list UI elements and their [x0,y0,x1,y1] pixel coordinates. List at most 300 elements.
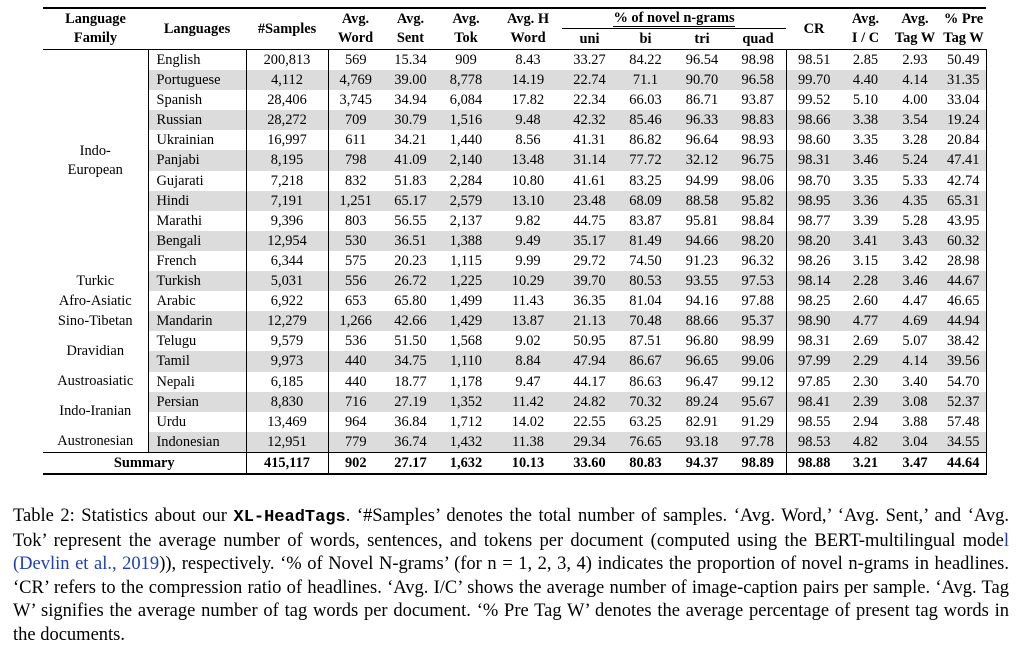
cell-value: 71.1 [617,70,674,90]
cell-value: 70.48 [617,311,674,331]
cell-value: 569 [344,52,367,68]
header-avg-tagw: Avg. Tag W [894,11,936,46]
summary-value: 44.64 [941,452,986,474]
cell-value: 1,440 [449,132,483,149]
cell-value: 87.51 [629,333,662,350]
summary-value: 902 [344,454,367,471]
cell-value: 22.74 [562,70,617,90]
cell-value: 96.80 [685,333,719,350]
summary-value: 33.60 [573,454,606,471]
cell-value: 47.94 [562,351,617,371]
cell-value: 7,218 [246,171,328,191]
cell-value: 9.82 [515,212,541,229]
cell-value: 21.13 [562,311,617,331]
header-family: Language Family [65,11,126,46]
summary-value: 80.83 [629,454,662,471]
cell-value: 81.04 [629,293,662,310]
table-row [43,351,986,371]
cell-value: 28,272 [246,110,328,130]
cell-value: 3,745 [339,92,372,109]
cell-value: 74.50 [629,252,662,269]
language-name: Portuguese [148,70,246,90]
cell-value: 4,769 [328,70,383,90]
cell-value: 3.40 [902,373,928,390]
cell-value: 91.29 [730,412,786,432]
cell-value: 97.78 [730,432,786,453]
cell-value: 28.98 [941,251,986,271]
cell-value: 51.50 [394,333,427,350]
header-avg-tok: Avg. Tok [452,11,480,46]
cell-value: 98.14 [786,271,842,291]
cell-value: 41.31 [573,132,606,149]
language-family: Turkic [43,271,148,291]
cell-value: 29.72 [573,252,606,269]
summary-value: 1,632 [449,454,483,471]
cell-value: 76.65 [617,432,674,453]
header-cr: CR [803,20,825,37]
summary-value: 10.13 [511,454,545,471]
table-row [43,110,986,130]
cell-value: 6,185 [246,372,328,392]
language-name: Ukrainian [148,130,246,150]
cell-value: 964 [344,413,367,430]
cell-value: 52.37 [941,392,986,412]
language-family: Dravidian [43,331,148,371]
table-row [43,432,986,453]
cell-value: 3.42 [902,252,928,269]
cell-value: 98.60 [798,132,831,149]
cell-value: 98.90 [786,311,842,331]
cell-value: 6,084 [449,92,483,109]
cell-value: 653 [344,293,367,310]
cell-value: 34.75 [383,351,438,371]
cell-value: 12,951 [246,432,328,453]
cell-value: 33.04 [941,90,986,110]
language-name: Telugu [148,331,246,351]
cell-value: 98.98 [730,50,786,71]
table-row [43,70,986,90]
cell-value: 1,352 [438,392,494,412]
cell-value: 98.53 [786,432,842,453]
cell-value: 832 [344,172,367,189]
cell-value: 98.25 [798,293,831,310]
cell-value: 34.21 [394,132,427,149]
cell-value: 85.46 [617,110,674,130]
cell-value: 2,579 [438,191,494,211]
cell-value: 3.54 [889,110,941,130]
cell-value: 536 [344,333,367,350]
cell-value: 14.02 [511,413,545,430]
cell-value: 94.16 [685,293,719,310]
cell-value: 6,344 [246,251,328,271]
summary-value: 415,117 [246,452,328,474]
cell-value: 41.09 [383,150,438,170]
cell-value: 44.75 [573,212,606,229]
cell-value: 6,922 [246,291,328,311]
cell-value: 11.42 [494,392,562,412]
cell-value: 97.85 [798,373,831,390]
cell-value: 93.87 [730,90,786,110]
cell-value: 98.51 [798,52,831,68]
cell-value: 11.43 [512,293,544,310]
cell-value: 9.99 [515,252,541,269]
header-samples: #Samples [257,20,317,37]
cell-value: 909 [455,52,477,68]
header-avg-hword: Avg. H Word [506,11,550,46]
cell-value: 83.87 [629,212,662,229]
cell-value: 2.29 [842,351,889,371]
cell-value: 2,137 [449,212,483,229]
header-tri: tri [674,29,730,50]
cell-value: 90.70 [674,70,730,90]
cell-value: 1,178 [449,373,483,390]
cell-value: 86.63 [629,373,662,390]
table-row [43,130,986,150]
cell-value: 97.53 [730,271,786,291]
cell-value: 5.33 [902,172,928,189]
cell-value: 66.03 [629,92,662,109]
cell-value: 15.34 [394,52,427,68]
cell-value: 2,140 [438,150,494,170]
language-name: Tamil [148,351,246,371]
cell-value: 34.55 [941,432,986,453]
cell-value: 709 [328,110,383,130]
cell-value: 96.47 [685,373,719,390]
cell-value: 8,830 [246,392,328,412]
cell-value: 8.84 [494,351,562,371]
cell-value: 12,279 [246,311,328,331]
header-languages: Languages [163,20,231,37]
cell-value: 65.80 [394,293,427,310]
cell-value: 3.46 [889,271,941,291]
summary-value: 27.17 [394,454,427,471]
language-name: Persian [148,392,246,412]
language-family: Afro-Asiatic [43,291,148,311]
cell-value: 36.35 [573,293,606,310]
cell-value: 9,579 [246,331,328,351]
cell-value: 82.91 [685,413,719,430]
cell-value: 5.10 [852,92,879,109]
language-family: Austroasiatic [43,372,148,392]
cell-value: 611 [345,132,367,149]
language-name: French [148,251,246,271]
cell-value: 5.28 [902,212,928,229]
header-quad: quad [730,29,786,50]
citation-link[interactable]: l (Devlin et al., 2019 [13,530,1009,575]
cell-value: 4.69 [889,311,941,331]
cell-value: 96.33 [674,110,730,130]
language-name: English [148,50,246,71]
cell-value: 29.34 [562,432,617,453]
cell-value: 86.67 [617,351,674,371]
table-row [43,90,986,110]
cell-value: 98.31 [798,333,831,350]
cell-value: 47.41 [941,150,986,170]
cell-value: 2,284 [449,172,483,189]
cell-value: 84.22 [629,52,662,68]
cell-value: 2.69 [852,333,879,350]
table-row [43,331,986,351]
cell-value: 93.18 [674,432,730,453]
language-name: Urdu [148,412,246,432]
cell-value: 88.66 [674,311,730,331]
table-row [43,311,986,331]
cell-value: 46.65 [941,291,986,311]
summary-value: 98.89 [730,452,786,474]
cell-value: 98.93 [730,130,786,150]
cell-value: 86.82 [629,132,662,149]
cell-value: 22.34 [573,92,606,109]
cell-value: 41.61 [573,172,606,189]
cell-value: 3.04 [889,432,941,453]
cell-value: 3.08 [889,392,941,412]
cell-value: 95.37 [730,311,786,331]
cell-value: 44.67 [941,271,986,291]
cell-value: 95.67 [730,392,786,412]
cell-value: 54.70 [941,372,986,392]
cell-value: 94.66 [674,231,730,251]
cell-value: 38.42 [941,331,986,351]
cell-value: 13,469 [246,412,328,432]
cell-value: 4.40 [842,70,889,90]
statistics-table [43,7,987,475]
cell-value: 36.74 [383,432,438,453]
cell-value: 3.41 [842,231,889,251]
cell-value: 10.29 [494,271,562,291]
cell-value: 89.24 [674,392,730,412]
table-row [43,231,986,251]
cell-value: 95.81 [685,212,719,229]
cell-value: 96.75 [730,150,786,170]
cell-value: 4.77 [842,311,889,331]
cell-value: 96.54 [685,52,719,68]
cell-value: 24.82 [562,392,617,412]
statistics-table-container [43,7,986,475]
cell-value: 1,110 [438,351,494,371]
summary-label: Summary [43,452,246,474]
cell-value: 17.82 [511,92,545,109]
summary-value: 98.88 [798,454,831,471]
table-row [43,171,986,191]
cell-value: 9.47 [515,373,541,390]
cell-value: 99.12 [730,372,786,392]
cell-value: 9,973 [246,351,328,371]
language-name: Indonesian [148,432,246,453]
cell-value: 56.55 [394,212,427,229]
cell-value: 51.83 [394,172,427,189]
language-family: Sino-Tibetan [43,311,148,331]
cell-value: 200,813 [246,50,328,71]
cell-value: 2.30 [852,373,879,390]
cell-value: 99.70 [786,70,842,90]
summary-row [43,452,986,474]
cell-value: 42.66 [383,311,438,331]
cell-value: 440 [328,351,383,371]
cell-value: 716 [328,392,383,412]
cell-value: 96.32 [730,251,786,271]
cell-value: 18.77 [394,373,427,390]
cell-value: 91.23 [685,252,719,269]
cell-value: 5,031 [246,271,328,291]
cell-value: 1,516 [438,110,494,130]
table-row [43,251,986,271]
cell-value: 86.71 [685,92,719,109]
cell-value: 1,429 [438,311,494,331]
table-body [43,50,986,453]
cell-value: 95.82 [730,191,786,211]
cell-value: 94.99 [685,172,719,189]
cell-value: 98.41 [786,392,842,412]
cell-value: 34.94 [394,92,427,109]
cell-value: 77.72 [617,150,674,170]
cell-value: 16,997 [246,130,328,150]
cell-value: 9.02 [515,333,541,350]
language-family: Austronesian [43,432,148,453]
cell-value: 1,568 [449,333,483,350]
cell-value: 3.39 [852,212,879,229]
cell-value: 4.47 [902,293,928,310]
cell-value: 13.48 [494,150,562,170]
table-row [43,372,986,392]
cell-value: 50.49 [941,50,986,71]
cell-value: 98.66 [786,110,842,130]
cell-value: 803 [344,212,367,229]
cell-value: 44.94 [941,311,986,331]
cell-value: 60.32 [941,231,986,251]
cell-value: 10.80 [511,172,545,189]
cell-value: 33.27 [573,52,606,68]
cell-value: 96.64 [685,132,719,149]
cell-value: 43.95 [941,211,986,231]
cell-value: 57.48 [941,412,986,432]
cell-value: 5.07 [902,333,928,350]
cell-value: 70.32 [617,392,674,412]
cell-value: 98.55 [798,413,831,430]
cell-value: 31.14 [562,150,617,170]
cell-value: 2.93 [902,52,928,68]
cell-value: 96.58 [730,70,786,90]
cell-value: 80.53 [617,271,674,291]
cell-value: 98.26 [798,252,831,269]
cell-value: 12,954 [246,231,328,251]
cell-value: 98.31 [786,150,842,170]
cell-value: 8,195 [246,150,328,170]
cell-value: 42.74 [941,171,986,191]
language-family: Indo- European [43,50,148,272]
cell-value: 98.99 [730,331,786,351]
cell-value: 20.23 [394,252,427,269]
cell-value: 3.35 [852,132,879,149]
cell-value: 36.51 [383,231,438,251]
header-uni: uni [562,29,617,50]
cell-value: 98.95 [786,191,842,211]
cell-value: 13.10 [494,191,562,211]
table-row [43,392,986,412]
cell-value: 28,406 [246,90,328,110]
language-name: Mandarin [148,311,246,331]
cell-value: 1,115 [450,252,482,269]
cell-value: 3.43 [889,231,941,251]
cell-value: 3.38 [842,110,889,130]
cell-value: 3.88 [902,413,928,430]
cell-value: 98.06 [730,171,786,191]
cell-value: 3.35 [852,172,879,189]
cell-value: 4.14 [889,70,941,90]
summary-value: 94.37 [685,454,719,471]
header-avg-sent: Avg. Sent [396,11,425,46]
cell-value: 44.17 [573,373,606,390]
cell-value: 20.84 [941,130,986,150]
summary-value: 3.21 [852,454,879,471]
cell-value: 42.32 [562,110,617,130]
table-row [43,191,986,211]
cell-value: 35.17 [562,231,617,251]
cell-value: 19.24 [941,110,986,130]
cell-value: 4.00 [902,92,928,109]
cell-value: 32.12 [674,150,730,170]
cell-value: 99.52 [798,92,831,109]
cell-value: 2.60 [852,293,879,310]
cell-value: 556 [328,271,383,291]
cell-value: 30.79 [383,110,438,130]
table-row [43,150,986,170]
cell-value: 530 [328,231,383,251]
cell-value: 5.24 [889,150,941,170]
cell-value: 2.28 [842,271,889,291]
cell-value: 440 [344,373,367,390]
header-avg-word: Avg. Word [337,11,374,46]
cell-value: 81.49 [617,231,674,251]
cell-value: 11.38 [494,432,562,453]
cell-value: 98.70 [798,172,831,189]
cell-value: 97.99 [786,351,842,371]
cell-value: 83.25 [629,172,662,189]
language-name: Nepali [148,372,246,392]
cell-value: 2.85 [852,52,879,68]
cell-value: 1,388 [438,231,494,251]
table-row [43,50,986,71]
cell-value: 1,225 [438,271,494,291]
header-avg-ic: Avg. I / C [851,11,880,46]
cell-value: 9,396 [246,211,328,231]
cell-value: 798 [328,150,383,170]
cell-value: 39.00 [383,70,438,90]
cell-value: 4.35 [889,191,941,211]
cell-value: 1,251 [328,191,383,211]
dataset-name: XL-HeadTags [233,508,346,527]
cell-value: 1,266 [328,311,383,331]
language-name: Panjabi [148,150,246,170]
cell-value: 575 [344,252,367,269]
cell-value: 4.82 [842,432,889,453]
cell-value: 96.65 [674,351,730,371]
cell-value: 3.46 [842,150,889,170]
cell-value: 98.77 [798,212,831,229]
cell-value: 97.88 [730,291,786,311]
cell-value: 98.84 [730,211,786,231]
cell-value: 36.84 [394,413,427,430]
language-family: Indo-Iranian [43,392,148,432]
cell-value: 8.56 [515,132,541,149]
cell-value: 27.19 [383,392,438,412]
table-header [43,8,986,50]
cell-value: 1,432 [438,432,494,453]
cell-value: 68.09 [617,191,674,211]
language-name: Marathi [148,211,246,231]
cell-value: 1,712 [449,413,483,430]
cell-value: 2.94 [852,413,879,430]
cell-value: 98.83 [730,110,786,130]
